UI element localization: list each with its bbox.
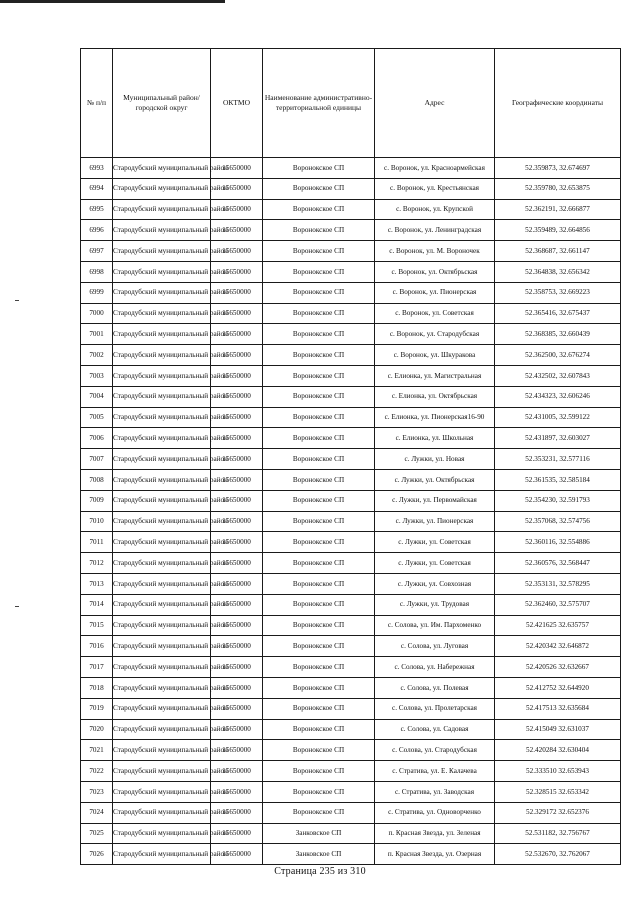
cell-oktmo: 15650000 [211,761,263,782]
cell-num: 7024 [81,802,113,823]
table-row [81,469,621,490]
table-row [81,615,621,636]
cell-oktmo: 15650000 [211,199,263,220]
cell-district: Стародубский муниципальный район [113,449,211,470]
cell-oktmo: 15650000 [211,178,263,199]
cell-district: Стародубский муниципальный район [113,823,211,844]
cell-address: с. Лужки, ул. Новая [375,449,495,470]
cell-oktmo: 15650000 [211,719,263,740]
cell-address: с. Солова, ул. Стародубская [375,740,495,761]
cell-address: с. Лужки, ул. Октябрьская [375,469,495,490]
margin-mark [15,606,19,607]
cell-district: Стародубский муниципальный район [113,386,211,407]
cell-num: 6996 [81,220,113,241]
cell-address: с. Стратива, ул. Одноворченко [375,802,495,823]
cell-coords: 52.417513 32.635684 [495,698,621,719]
cell-oktmo: 15650000 [211,677,263,698]
cell-coords: 52.360116, 32.554886 [495,532,621,553]
cell-district: Стародубский муниципальный район [113,303,211,324]
cell-oktmo: 15650000 [211,594,263,615]
cell-address: с. Лужки, ул. Совхозная [375,573,495,594]
table-row [81,553,621,574]
cell-district: Стародубский муниципальный район [113,220,211,241]
cell-coords: 52.420342 32.646872 [495,636,621,657]
cell-num: 6998 [81,261,113,282]
cell-unit: Воронокское СП [263,469,375,490]
cell-address: с. Воронок, ул. М. Вороночек [375,241,495,262]
cell-unit: Воронокское СП [263,594,375,615]
cell-unit: Воронокское СП [263,719,375,740]
table-row [81,761,621,782]
cell-num: 7001 [81,324,113,345]
cell-num: 7014 [81,594,113,615]
cell-coords: 52.431897, 32.603027 [495,428,621,449]
cell-unit: Воронокское СП [263,324,375,345]
table-row [81,490,621,511]
table-row [81,719,621,740]
page-number: Страница 235 из 310 [274,866,366,877]
cell-num: 6993 [81,158,113,179]
cell-coords: 52.328515 32.653342 [495,781,621,802]
cell-coords: 52.357068, 32.574756 [495,511,621,532]
cell-num: 6997 [81,241,113,262]
cell-district: Стародубский муниципальный район [113,511,211,532]
cell-district: Стародубский муниципальный район [113,781,211,802]
cell-num: 7010 [81,511,113,532]
cell-num: 7006 [81,428,113,449]
cell-num: 7026 [81,844,113,865]
cell-district: Стародубский муниципальный район [113,324,211,345]
cell-oktmo: 15650000 [211,407,263,428]
cell-num: 7015 [81,615,113,636]
cell-unit: Воронокское СП [263,677,375,698]
table-row [81,802,621,823]
table-row [81,324,621,345]
cell-unit: Воронокское СП [263,178,375,199]
cell-num: 7017 [81,657,113,678]
cell-oktmo: 15650000 [211,158,263,179]
cell-district: Стародубский муниципальный район [113,740,211,761]
cell-coords: 52.333510 32.653943 [495,761,621,782]
cell-unit: Воронокское СП [263,802,375,823]
cell-num: 7011 [81,532,113,553]
cell-oktmo: 15650000 [211,657,263,678]
cell-address: п. Красная Звезда, ул. Зеленая [375,823,495,844]
cell-oktmo: 15650000 [211,386,263,407]
cell-unit: Воронокское СП [263,282,375,303]
cell-oktmo: 15650000 [211,449,263,470]
cell-district: Стародубский муниципальный район [113,657,211,678]
cell-coords: 52.359873, 32.674697 [495,158,621,179]
cell-address: с. Воронок, ул. Крупской [375,199,495,220]
cell-address: с. Воронок, ул. Октябрьская [375,261,495,282]
cell-unit: Воронокское СП [263,781,375,802]
header-address: Адрес [375,49,495,158]
cell-num: 7009 [81,490,113,511]
table-row [81,428,621,449]
cell-district: Стародубский муниципальный район [113,241,211,262]
cell-district: Стародубский муниципальный район [113,345,211,366]
cell-address: с. Воронок, ул. Красноармейская [375,158,495,179]
cell-coords: 52.434323, 32.606246 [495,386,621,407]
cell-address: с. Воронок, ул. Пионерская [375,282,495,303]
cell-district: Стародубский муниципальный район [113,677,211,698]
cell-num: 7022 [81,761,113,782]
cell-district: Стародубский муниципальный район [113,553,211,574]
cell-district: Стародубский муниципальный район [113,469,211,490]
cell-unit: Воронокское СП [263,345,375,366]
cell-oktmo: 15650000 [211,802,263,823]
table-row [81,345,621,366]
table-header [81,49,621,158]
cell-num: 7013 [81,573,113,594]
table-row [81,698,621,719]
cell-oktmo: 15650000 [211,573,263,594]
cell-oktmo: 15650000 [211,324,263,345]
cell-num: 6999 [81,282,113,303]
cell-district: Стародубский муниципальный район [113,615,211,636]
cell-num: 7019 [81,698,113,719]
cell-address: с. Солова, ул. Садовая [375,719,495,740]
cell-oktmo: 15650000 [211,428,263,449]
cell-address: с. Лужки, ул. Советская [375,532,495,553]
cell-unit: Воронокское СП [263,532,375,553]
cell-coords: 52.362460, 32.575707 [495,594,621,615]
cell-num: 7025 [81,823,113,844]
cell-unit: Воронокское СП [263,407,375,428]
cell-coords: 52.420526 32.632667 [495,657,621,678]
cell-district: Стародубский муниципальный район [113,573,211,594]
margin-mark [15,300,19,301]
table-row [81,781,621,802]
cell-oktmo: 15650000 [211,469,263,490]
cell-oktmo: 15650000 [211,698,263,719]
header-unit: Наименование административно-территориальной единицы [263,49,375,158]
cell-unit: Воронокское СП [263,428,375,449]
cell-num: 7004 [81,386,113,407]
cell-district: Стародубский муниципальный район [113,158,211,179]
cell-address: с. Стратива, ул. Заводская [375,781,495,802]
cell-district: Стародубский муниципальный район [113,802,211,823]
cell-unit: Воронокское СП [263,511,375,532]
cell-address: с. Солова, ул. Пролетарская [375,698,495,719]
cell-address: п. Красная Звезда, ул. Озерная [375,844,495,865]
cell-num: 7003 [81,365,113,386]
table-row [81,594,621,615]
cell-district: Стародубский муниципальный район [113,490,211,511]
cell-unit: Воронокское СП [263,553,375,574]
cell-oktmo: 15650000 [211,532,263,553]
cell-district: Стародубский муниципальный район [113,719,211,740]
cell-num: 7002 [81,345,113,366]
cell-address: с. Елионка, ул. Октябрьская [375,386,495,407]
cell-num: 7023 [81,781,113,802]
top-edge-bar [0,0,225,3]
cell-oktmo: 15650000 [211,740,263,761]
cell-address: с. Лужки, ул. Пионерская [375,511,495,532]
cell-district: Стародубский муниципальный район [113,698,211,719]
table-row [81,365,621,386]
cell-address: с. Лужки, ул. Трудовая [375,594,495,615]
cell-coords: 52.353131, 32.578295 [495,573,621,594]
cell-address: с. Воронок, ул. Ленинградская [375,220,495,241]
cell-unit: Воронокское СП [263,158,375,179]
header-num: № п/п [81,49,113,158]
cell-oktmo: 15650000 [211,365,263,386]
table-row [81,573,621,594]
cell-unit: Занковское СП [263,844,375,865]
cell-num: 6994 [81,178,113,199]
cell-oktmo: 15650000 [211,282,263,303]
cell-district: Стародубский муниципальный район [113,594,211,615]
cell-unit: Воронокское СП [263,740,375,761]
cell-district: Стародубский муниципальный район [113,199,211,220]
cell-coords: 52.365416, 32.675437 [495,303,621,324]
table-row [81,636,621,657]
table-row [81,261,621,282]
cell-oktmo: 15650000 [211,303,263,324]
cell-address: с. Солова, ул. Полевая [375,677,495,698]
cell-coords: 52.359780, 32.653875 [495,178,621,199]
cell-num: 7000 [81,303,113,324]
cell-district: Стародубский муниципальный район [113,636,211,657]
cell-unit: Воронокское СП [263,199,375,220]
cell-num: 7016 [81,636,113,657]
cell-coords: 52.353231, 32.577116 [495,449,621,470]
cell-unit: Воронокское СП [263,303,375,324]
cell-address: с. Елионка, ул. Пионерская16-90 [375,407,495,428]
table-row [81,303,621,324]
cell-district: Стародубский муниципальный район [113,428,211,449]
table-row [81,241,621,262]
table-row [81,740,621,761]
cell-district: Стародубский муниципальный район [113,261,211,282]
header-oktmo: ОКТМО [211,49,263,158]
table-row [81,178,621,199]
cell-oktmo: 15650000 [211,844,263,865]
cell-district: Стародубский муниципальный район [113,407,211,428]
cell-num: 7008 [81,469,113,490]
cell-oktmo: 15650000 [211,781,263,802]
cell-address: с. Воронок, ул. Стародубская [375,324,495,345]
table-row [81,511,621,532]
cell-oktmo: 15650000 [211,636,263,657]
cell-address: с. Елионка, ул. Школьная [375,428,495,449]
cell-coords: 52.358753, 32.669223 [495,282,621,303]
cell-oktmo: 15650000 [211,511,263,532]
cell-coords: 52.531182, 32.756767 [495,823,621,844]
cell-num: 6995 [81,199,113,220]
cell-coords: 52.420284 32.630404 [495,740,621,761]
table-row [81,407,621,428]
cell-oktmo: 15650000 [211,823,263,844]
cell-num: 7020 [81,719,113,740]
cell-coords: 52.421625 32.635757 [495,615,621,636]
table-row [81,220,621,241]
table-row [81,449,621,470]
table-row [81,199,621,220]
table-row [81,677,621,698]
cell-district: Стародубский муниципальный район [113,761,211,782]
cell-num: 7005 [81,407,113,428]
cell-coords: 52.368687, 32.661147 [495,241,621,262]
cell-unit: Занковское СП [263,823,375,844]
cell-unit: Воронокское СП [263,261,375,282]
cell-address: с. Солова, ул. Им. Пархоменко [375,615,495,636]
cell-unit: Воронокское СП [263,698,375,719]
cell-oktmo: 15650000 [211,615,263,636]
cell-coords: 52.359489, 32.664856 [495,220,621,241]
cell-address: с. Солова, ул. Набережная [375,657,495,678]
cell-coords: 52.431005, 32.599122 [495,407,621,428]
cell-num: 7007 [81,449,113,470]
cell-oktmo: 15650000 [211,345,263,366]
cell-coords: 52.432502, 32.607843 [495,365,621,386]
cell-address: с. Стратива, ул. Е. Калачева [375,761,495,782]
cell-coords: 52.354230, 32.591793 [495,490,621,511]
cell-coords: 52.368385, 32.660439 [495,324,621,345]
cell-unit: Воронокское СП [263,761,375,782]
cell-num: 7012 [81,553,113,574]
cell-coords: 52.361535, 32.585184 [495,469,621,490]
cell-unit: Воронокское СП [263,449,375,470]
cell-unit: Воронокское СП [263,220,375,241]
table-row [81,282,621,303]
cell-coords: 52.360576, 32.568447 [495,553,621,574]
cell-address: с. Воронок, ул. Шкуракова [375,345,495,366]
cell-coords: 52.532670, 32.762067 [495,844,621,865]
cell-address: с. Елионка, ул. Магистральная [375,365,495,386]
cell-num: 7021 [81,740,113,761]
header-row [81,49,621,158]
cell-address: с. Лужки, ул. Первомайская [375,490,495,511]
address-registry-table [80,48,621,865]
cell-unit: Воронокское СП [263,490,375,511]
cell-address: с. Воронок, ул. Советская [375,303,495,324]
cell-district: Стародубский муниципальный район [113,178,211,199]
cell-address: с. Воронок, ул. Крестьянская [375,178,495,199]
header-coords: Географические координаты [495,49,621,158]
cell-district: Стародубский муниципальный район [113,365,211,386]
cell-address: с. Лужки, ул. Советская [375,553,495,574]
table-row [81,823,621,844]
cell-coords: 52.362500, 32.676274 [495,345,621,366]
cell-unit: Воронокское СП [263,365,375,386]
table-row [81,657,621,678]
cell-unit: Воронокское СП [263,657,375,678]
cell-oktmo: 15650000 [211,261,263,282]
table-row [81,158,621,179]
cell-num: 7018 [81,677,113,698]
table-body [81,158,621,865]
cell-oktmo: 15650000 [211,241,263,262]
table-row [81,532,621,553]
cell-coords: 52.412752 32.644920 [495,677,621,698]
cell-unit: Воронокское СП [263,241,375,262]
table-row [81,386,621,407]
cell-coords: 52.362191, 32.666877 [495,199,621,220]
cell-oktmo: 15650000 [211,220,263,241]
cell-coords: 52.415049 32.631037 [495,719,621,740]
cell-oktmo: 15650000 [211,490,263,511]
cell-unit: Воронокское СП [263,615,375,636]
table-row [81,844,621,865]
header-district: Муниципальный район/городской округ [113,49,211,158]
cell-unit: Воронокское СП [263,636,375,657]
cell-oktmo: 15650000 [211,553,263,574]
cell-coords: 52.364838, 32.656342 [495,261,621,282]
cell-district: Стародубский муниципальный район [113,532,211,553]
cell-unit: Воронокское СП [263,386,375,407]
cell-district: Стародубский муниципальный район [113,844,211,865]
cell-district: Стародубский муниципальный район [113,282,211,303]
cell-address: с. Солова, ул. Луговая [375,636,495,657]
cell-coords: 52.329172 32.652376 [495,802,621,823]
cell-unit: Воронокское СП [263,573,375,594]
